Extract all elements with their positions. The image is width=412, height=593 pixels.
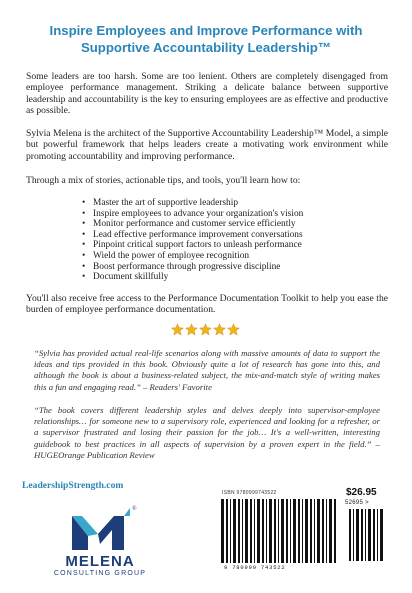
review-quote-hugeorange: “The book covers different leadership styles and delves deeply into supervisor-employee relationships… for someone new to a supervisory role, experienced and looking for a refresher, or a supervisor frustrated and losing their passion for the job… It's a well-written, interesting guidebook to best practices in all aspects of supervision by a proven expert in the field.” – HUGEOrange Publication Review [34, 405, 380, 460]
isbn-label: ISBN 9780999743522 [222, 490, 277, 496]
intro-paragraph: Some leaders are too harsh. Some are too lenient. Others are completely disengaged from employee performance management. Striking a delicate balance between supportive leadership and accountability is the key to ensuring employees are as effective and productive as possible. [26, 71, 388, 117]
list-item: • Pinpoint critical support factors to unleash performance [82, 240, 303, 251]
review-quote-readers-favorite: “Sylvia has provided actual real-life scenarios along with massive amounts of data to support the ideas and tips provided in this book. Obviously quite a lot of research has gone into this, and although the book is about a business-related subject, the mix-and-match style of writing makes this a fun and engaging read.” – Readers' Favorite [34, 348, 380, 392]
registered-mark: ® [132, 506, 137, 512]
list-item: • Wield the power of employee recognition [82, 251, 303, 262]
list-item: • Document skillfully [82, 272, 303, 283]
website-link[interactable]: LeadershipStrength.com [22, 480, 124, 491]
star-icon [199, 323, 212, 336]
price-addon-number: 52695 > [345, 500, 369, 506]
learning-points-list [82, 198, 303, 283]
list-item: • Inspire employees to advance your organization's vision [82, 209, 303, 220]
star-rating [171, 323, 241, 337]
list-item: • Master the art of supportive leadership [82, 198, 303, 209]
star-icon [185, 323, 198, 336]
isbn-barcode-block [218, 487, 394, 577]
cover-headline: Inspire Employees and Improve Performance with Supportive Accountability Leadership™ [49, 23, 363, 55]
publisher-name: MELENA [65, 553, 135, 570]
learn-intro-paragraph: Through a mix of stories, actionable tips, and tools, you'll learn how to: [26, 175, 301, 186]
isbn-barcode [221, 499, 341, 563]
list-item: • Monitor performance and customer service efficiently [82, 219, 303, 230]
price-addon-barcode [349, 509, 389, 561]
publisher-logo [40, 506, 160, 582]
star-icon [171, 323, 184, 336]
toolkit-paragraph: You'll also receive free access to the Performance Documentation Toolkit to help you ease the burden of employee performance documentation. [26, 293, 388, 316]
isbn-digits: 9 780999 743522 [224, 564, 286, 571]
list-item: • Lead effective performance improvement conversations [82, 230, 303, 241]
author-paragraph: Sylvia Melena is the architect of the Supportive Accountability Leadership™ Model, a simple but powerful framework that helps leaders create a motivating work environment while promoting accountability and improving performance. [26, 128, 388, 162]
list-item: • Boost performance through progressive discipline [82, 262, 303, 273]
star-icon [213, 323, 226, 336]
star-icon [227, 323, 240, 336]
publisher-subtitle: CONSULTING GROUP [53, 570, 147, 577]
m-logo-icon [68, 506, 132, 552]
price-label: $26.95 [346, 487, 377, 498]
